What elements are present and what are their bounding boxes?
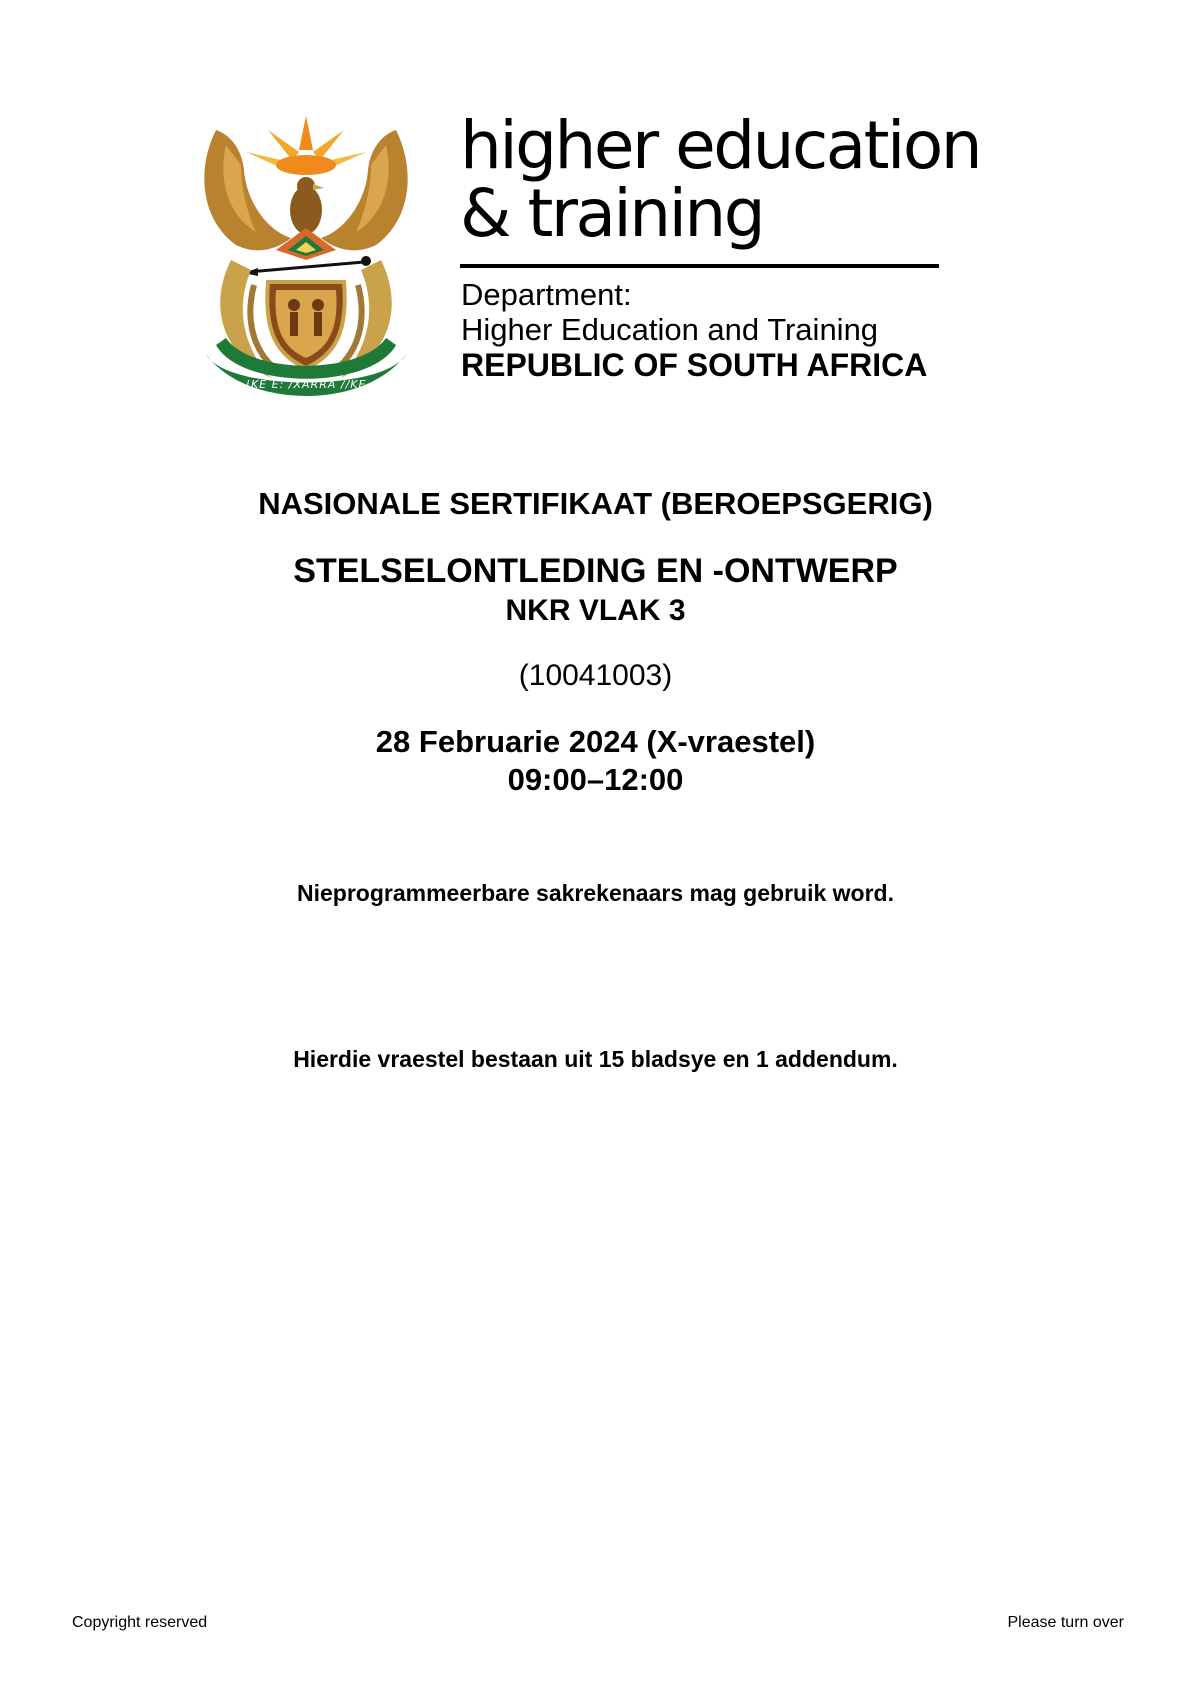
footer-copyright: Copyright reserved [72,1614,208,1631]
department-brand [460,107,981,383]
brand-line-2: & training [460,175,764,252]
certificate-title: NASIONALE SERTIFIKAAT (BEROEPSGERIG) [258,486,933,521]
coat-of-arms-icon [196,110,416,400]
page-count-note: Hierdie vraestel bestaan uit 15 bladsye en 1 addendum. [293,1046,898,1072]
calculator-note: Nieprogrammeerbare sakrekenaars mag gebruik word. [297,880,894,906]
sun-icon [246,116,366,175]
brand-line-1: higher education [460,107,981,184]
crest-motto: !KE E: /XARRA //KE [245,378,367,391]
brand-divider [460,264,939,268]
department-name: Higher Education and Training [461,312,879,347]
country-name: REPUBLIC OF SOUTH AFRICA [461,347,928,383]
nqf-level: NKR VLAK 3 [505,594,686,627]
exam-time: 09:00–12:00 [507,762,684,797]
footer-turn-over: Please turn over [1007,1614,1124,1631]
subject-code: (10041003) [518,659,673,692]
exam-date: 28 Februarie 2024 (X-vraestel) [375,724,816,759]
department-label: Department: [461,277,632,312]
subject-title: STELSELONTLEDING EN -ONTWERP [293,552,898,590]
